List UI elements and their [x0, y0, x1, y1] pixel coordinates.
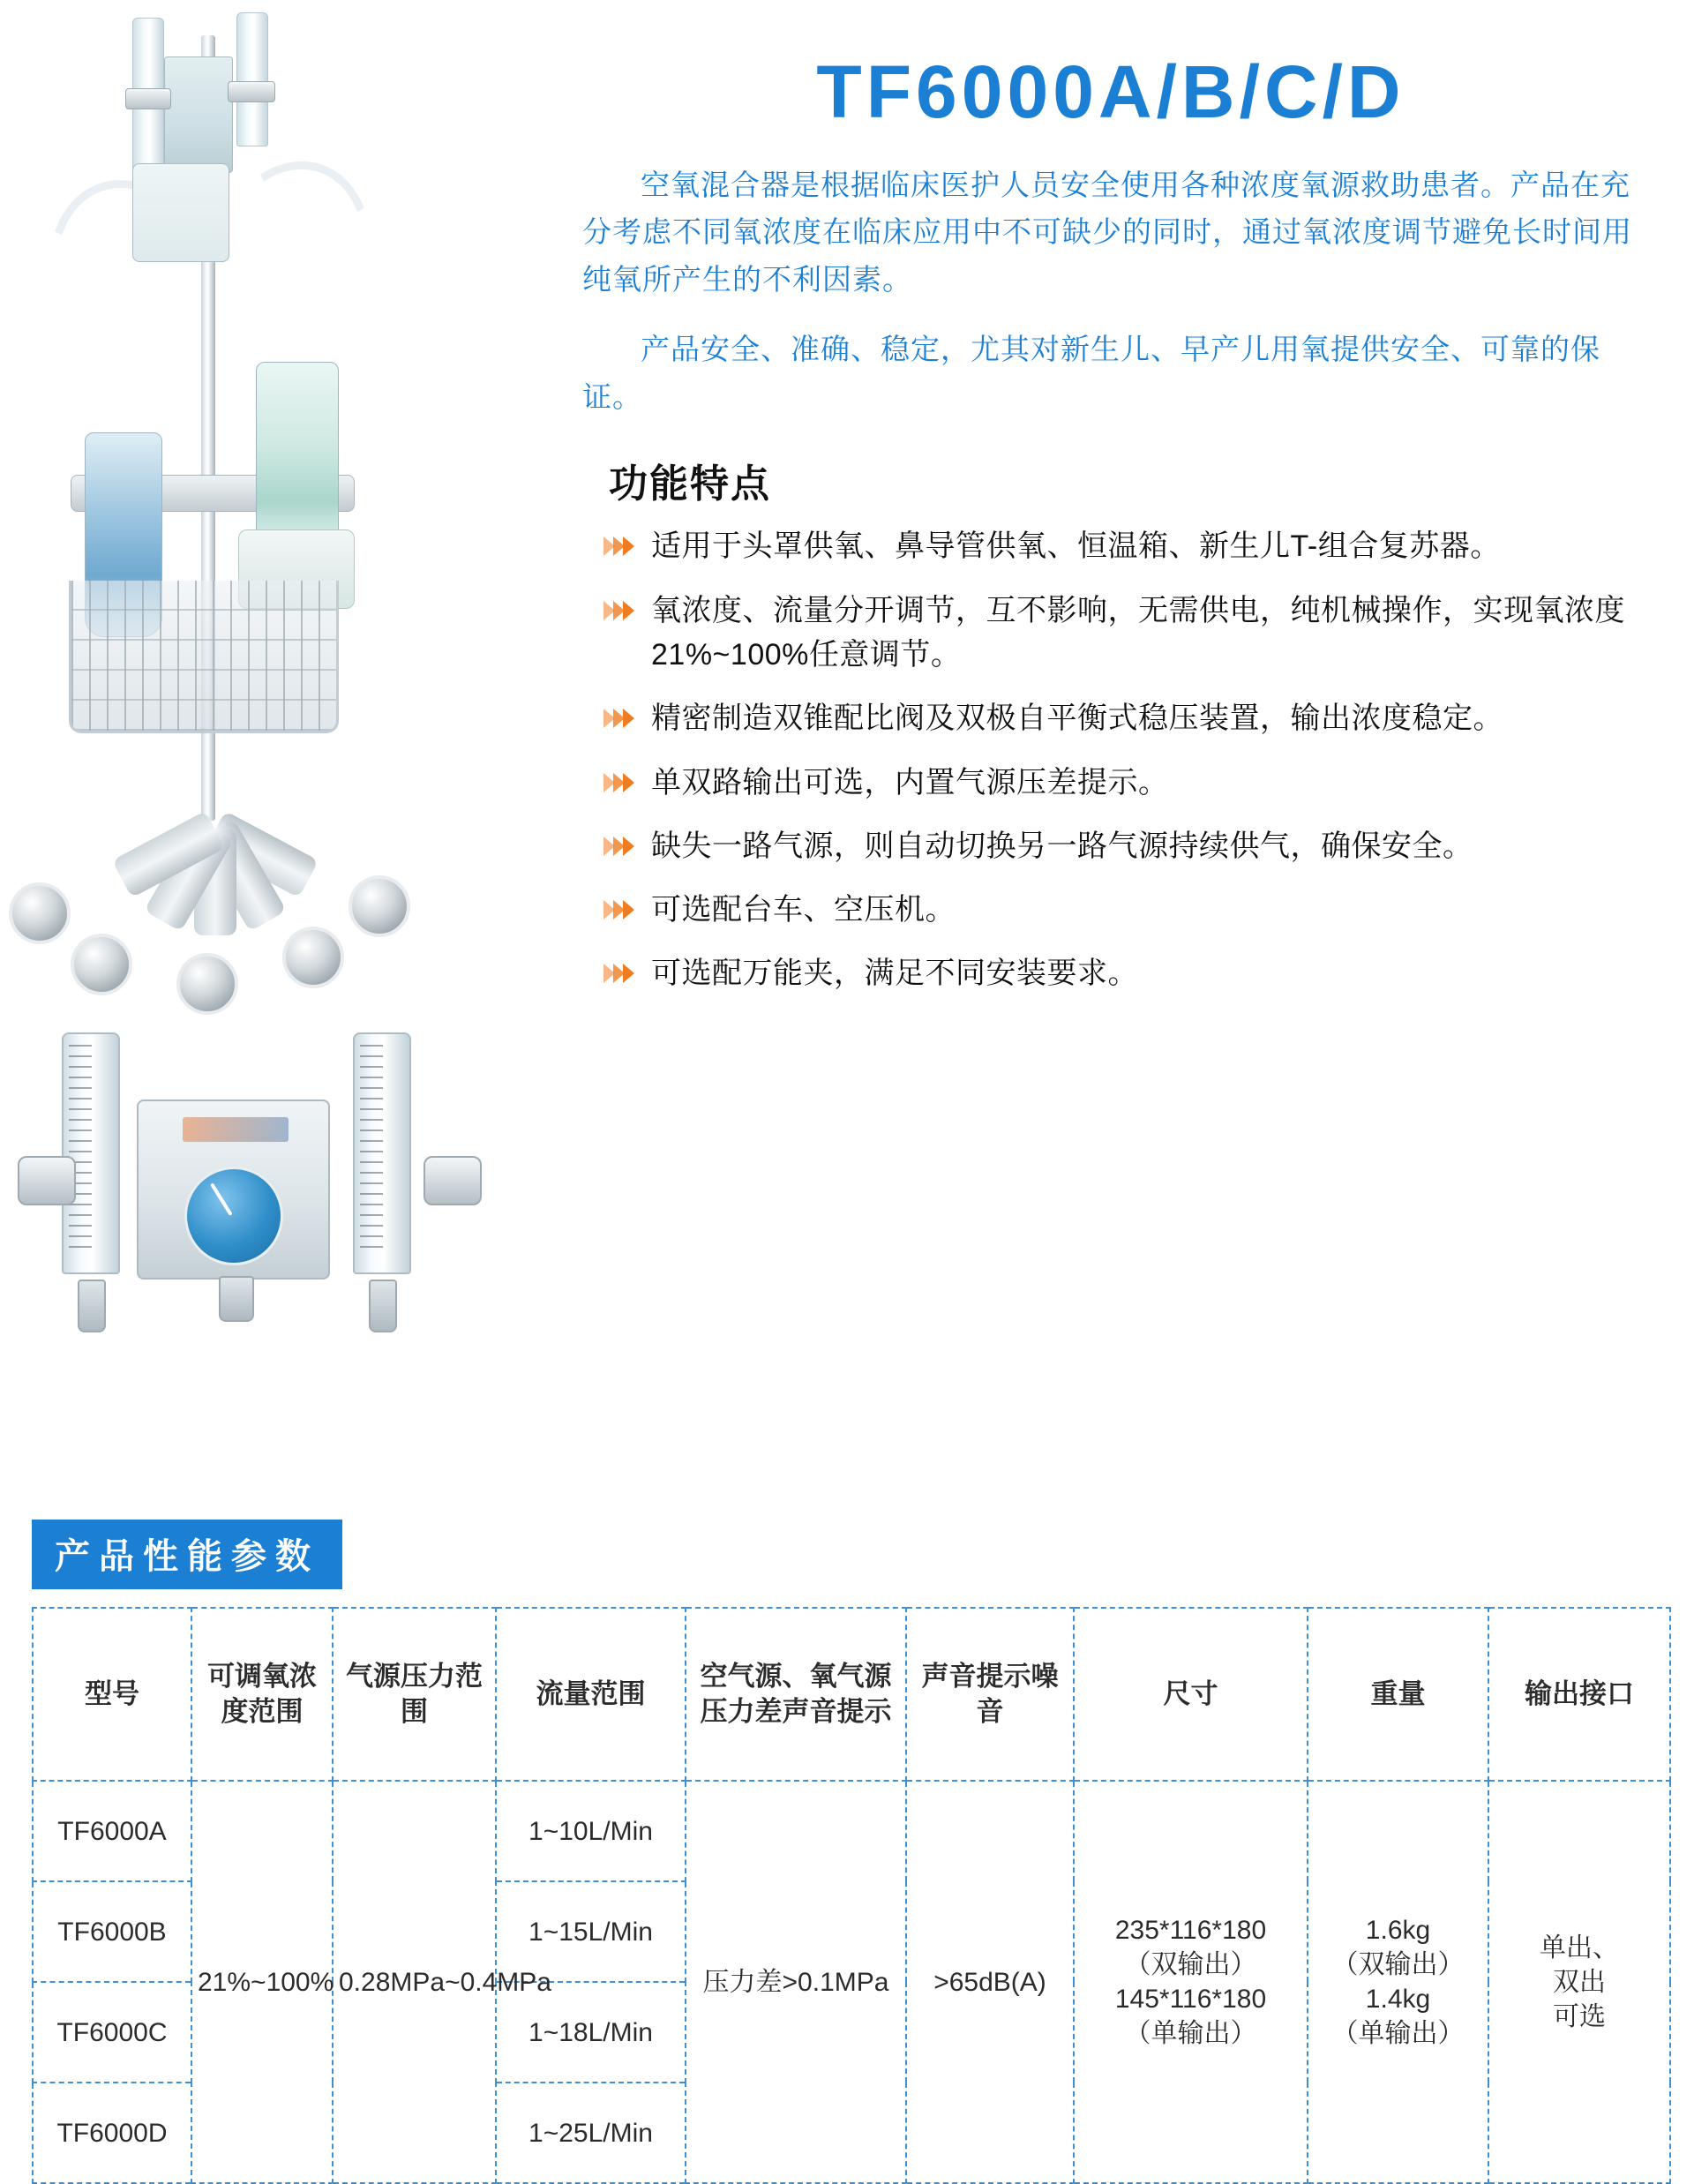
cell-weight — [1308, 1781, 1488, 2183]
column-header-flow-range: 流量范围 — [496, 1608, 686, 1781]
outlet-nipple-right — [369, 1280, 397, 1332]
spec-section-title: 产品性能参数 — [32, 1520, 342, 1589]
product-images-column — [0, 0, 556, 1491]
specifications-table — [32, 1607, 1671, 2184]
cell-model: TF6000A — [33, 1781, 191, 1881]
oxygen-range-value: 21%~100% — [198, 1967, 334, 1997]
features-heading: 功能特点 — [609, 462, 771, 507]
cell-model: TF6000B — [33, 1881, 191, 1982]
pressure-diff-value: 压力差>0.1MPa — [702, 1967, 889, 1997]
double-arrow-icon — [603, 897, 639, 923]
size-line-4: （单输出） — [1124, 2019, 1257, 2048]
list-item — [591, 524, 1639, 568]
cell-flow-range: 1~15L/Min — [496, 1881, 686, 1982]
oxygen-blender-trolley-image — [0, 9, 556, 1015]
cell-gas-pressure — [333, 1781, 551, 2183]
feature-text: 可选配万能夹，满足不同安装要求。 — [651, 957, 1138, 991]
column-header-output-interface: 输出接口 — [1488, 1608, 1670, 1781]
size-line-2: （双输出） — [1124, 1950, 1257, 1979]
flowmeter-tube-right — [353, 1032, 411, 1274]
feature-text: 氧浓度、流量分开调节，互不影响，无需供电，纯机械操作，实现氧浓度21%~100%任意调节。 — [651, 593, 1625, 672]
blender-head — [164, 56, 233, 173]
feature-text: 精密制造双锥配比阀及双极自平衡式稳压装置，输出浓度稳定。 — [651, 702, 1503, 736]
flow-control-knob-left — [18, 1156, 76, 1205]
double-arrow-icon — [603, 705, 639, 732]
outlet-nipple-left — [78, 1280, 106, 1332]
list-item — [591, 589, 1639, 678]
column-header-model: 型号 — [33, 1608, 191, 1781]
gas-pressure-value: 0.28MPa~0.4MPa — [339, 1967, 551, 1997]
list-item — [591, 696, 1639, 740]
cell-model: TF6000D — [33, 2083, 191, 2183]
column-header-oxygen-range: 可调氧浓度范围 — [191, 1608, 333, 1781]
output-line-1: 单出、 — [1540, 1933, 1619, 1963]
inlet-connector — [219, 1276, 254, 1322]
cell-flow-range: 1~10L/Min — [496, 1781, 686, 1881]
feature-text: 缺失一路气源，则自动切换另一路气源持续供气，确保安全。 — [651, 829, 1473, 863]
table-row — [33, 1781, 1670, 1881]
caster-wheel — [9, 882, 71, 944]
trolley-base — [9, 821, 406, 979]
column-header-noise: 声音提示噪音 — [906, 1608, 1074, 1781]
intro-paragraph-1: 空氧混合器是根据临床医护人员安全使用各种浓度氧源救助患者。产品在充分考虑不同氧浓度在临床应用中不可缺少的同时，通过氧浓度调节避免长时间用纯氧所产生的不利因素。 — [582, 169, 1632, 296]
caster-wheel — [176, 953, 238, 1015]
cell-size — [1074, 1781, 1308, 2183]
weight-line-1: 1.6kg — [1365, 1916, 1431, 1945]
table-header-row — [33, 1608, 1670, 1781]
caster-wheel — [349, 875, 410, 937]
size-line-1: 235*116*180 — [1114, 1916, 1267, 1945]
cell-pressure-diff — [686, 1781, 906, 2183]
features-list — [582, 524, 1639, 996]
weight-line-4: （单输出） — [1331, 2019, 1465, 2048]
intro-paragraph-2: 产品安全、准确、稳定，尤其对新生儿、早产儿用氧提供安全、可靠的保证。 — [582, 333, 1600, 413]
column-header-pressure-diff: 空气源、氧气源压力差声音提示 — [686, 1608, 906, 1781]
feature-text: 单双路输出可选，内置气源压差提示。 — [651, 765, 1169, 799]
cell-model: TF6000C — [33, 1982, 191, 2083]
list-item — [591, 824, 1639, 868]
feature-text: 适用于头罩供氧、鼻导管供氧、恒温箱、新生儿T-组合复苏器。 — [651, 529, 1501, 564]
blender-body — [137, 1100, 330, 1280]
double-arrow-icon — [603, 833, 639, 859]
page-title: TF6000A/B/C/D — [816, 50, 1405, 133]
brand-logo — [183, 1117, 289, 1142]
list-item — [591, 951, 1639, 995]
cell-output-interface — [1488, 1781, 1670, 2183]
output-line-3: 可选 — [1553, 2001, 1606, 2031]
double-arrow-icon — [603, 960, 639, 987]
flowmeter-tube — [236, 12, 268, 146]
cell-oxygen-range — [191, 1781, 333, 2183]
list-item — [591, 888, 1639, 932]
concentration-dial — [184, 1167, 283, 1265]
flowmeter-tube-left — [62, 1032, 120, 1274]
column-header-size: 尺寸 — [1074, 1608, 1308, 1781]
product-text-column — [556, 0, 1694, 1016]
chrome-fitting — [125, 88, 171, 109]
feature-text: 可选配台车、空压机。 — [651, 893, 956, 927]
flow-control-knob-right — [424, 1156, 482, 1205]
cell-flow-range: 1~18L/Min — [496, 1982, 686, 2083]
output-line-2: 双出 — [1553, 1967, 1606, 1997]
caster-wheel — [71, 934, 132, 995]
double-arrow-icon — [603, 533, 639, 559]
caster-wheel — [282, 927, 344, 988]
double-arrow-icon — [603, 769, 639, 796]
column-header-gas-pressure: 气源压力范围 — [333, 1608, 496, 1781]
humidifier-bottle-top — [132, 163, 229, 262]
air-oxygen-blender-image — [9, 1024, 503, 1403]
weight-line-3: 1.4kg — [1365, 1985, 1431, 2014]
column-header-weight: 重量 — [1308, 1608, 1488, 1781]
cell-noise: >65dB(A) — [906, 1781, 1074, 2183]
specifications-section — [32, 1520, 1669, 2184]
list-item — [591, 761, 1639, 805]
cell-flow-range: 1~25L/Min — [496, 2083, 686, 2183]
chrome-fitting — [228, 81, 275, 102]
size-line-3: 145*116*180 — [1114, 1985, 1267, 2014]
weight-line-2: （双输出） — [1331, 1950, 1465, 1979]
double-arrow-icon — [603, 597, 639, 624]
humidifier-bottle-green — [256, 362, 339, 549]
